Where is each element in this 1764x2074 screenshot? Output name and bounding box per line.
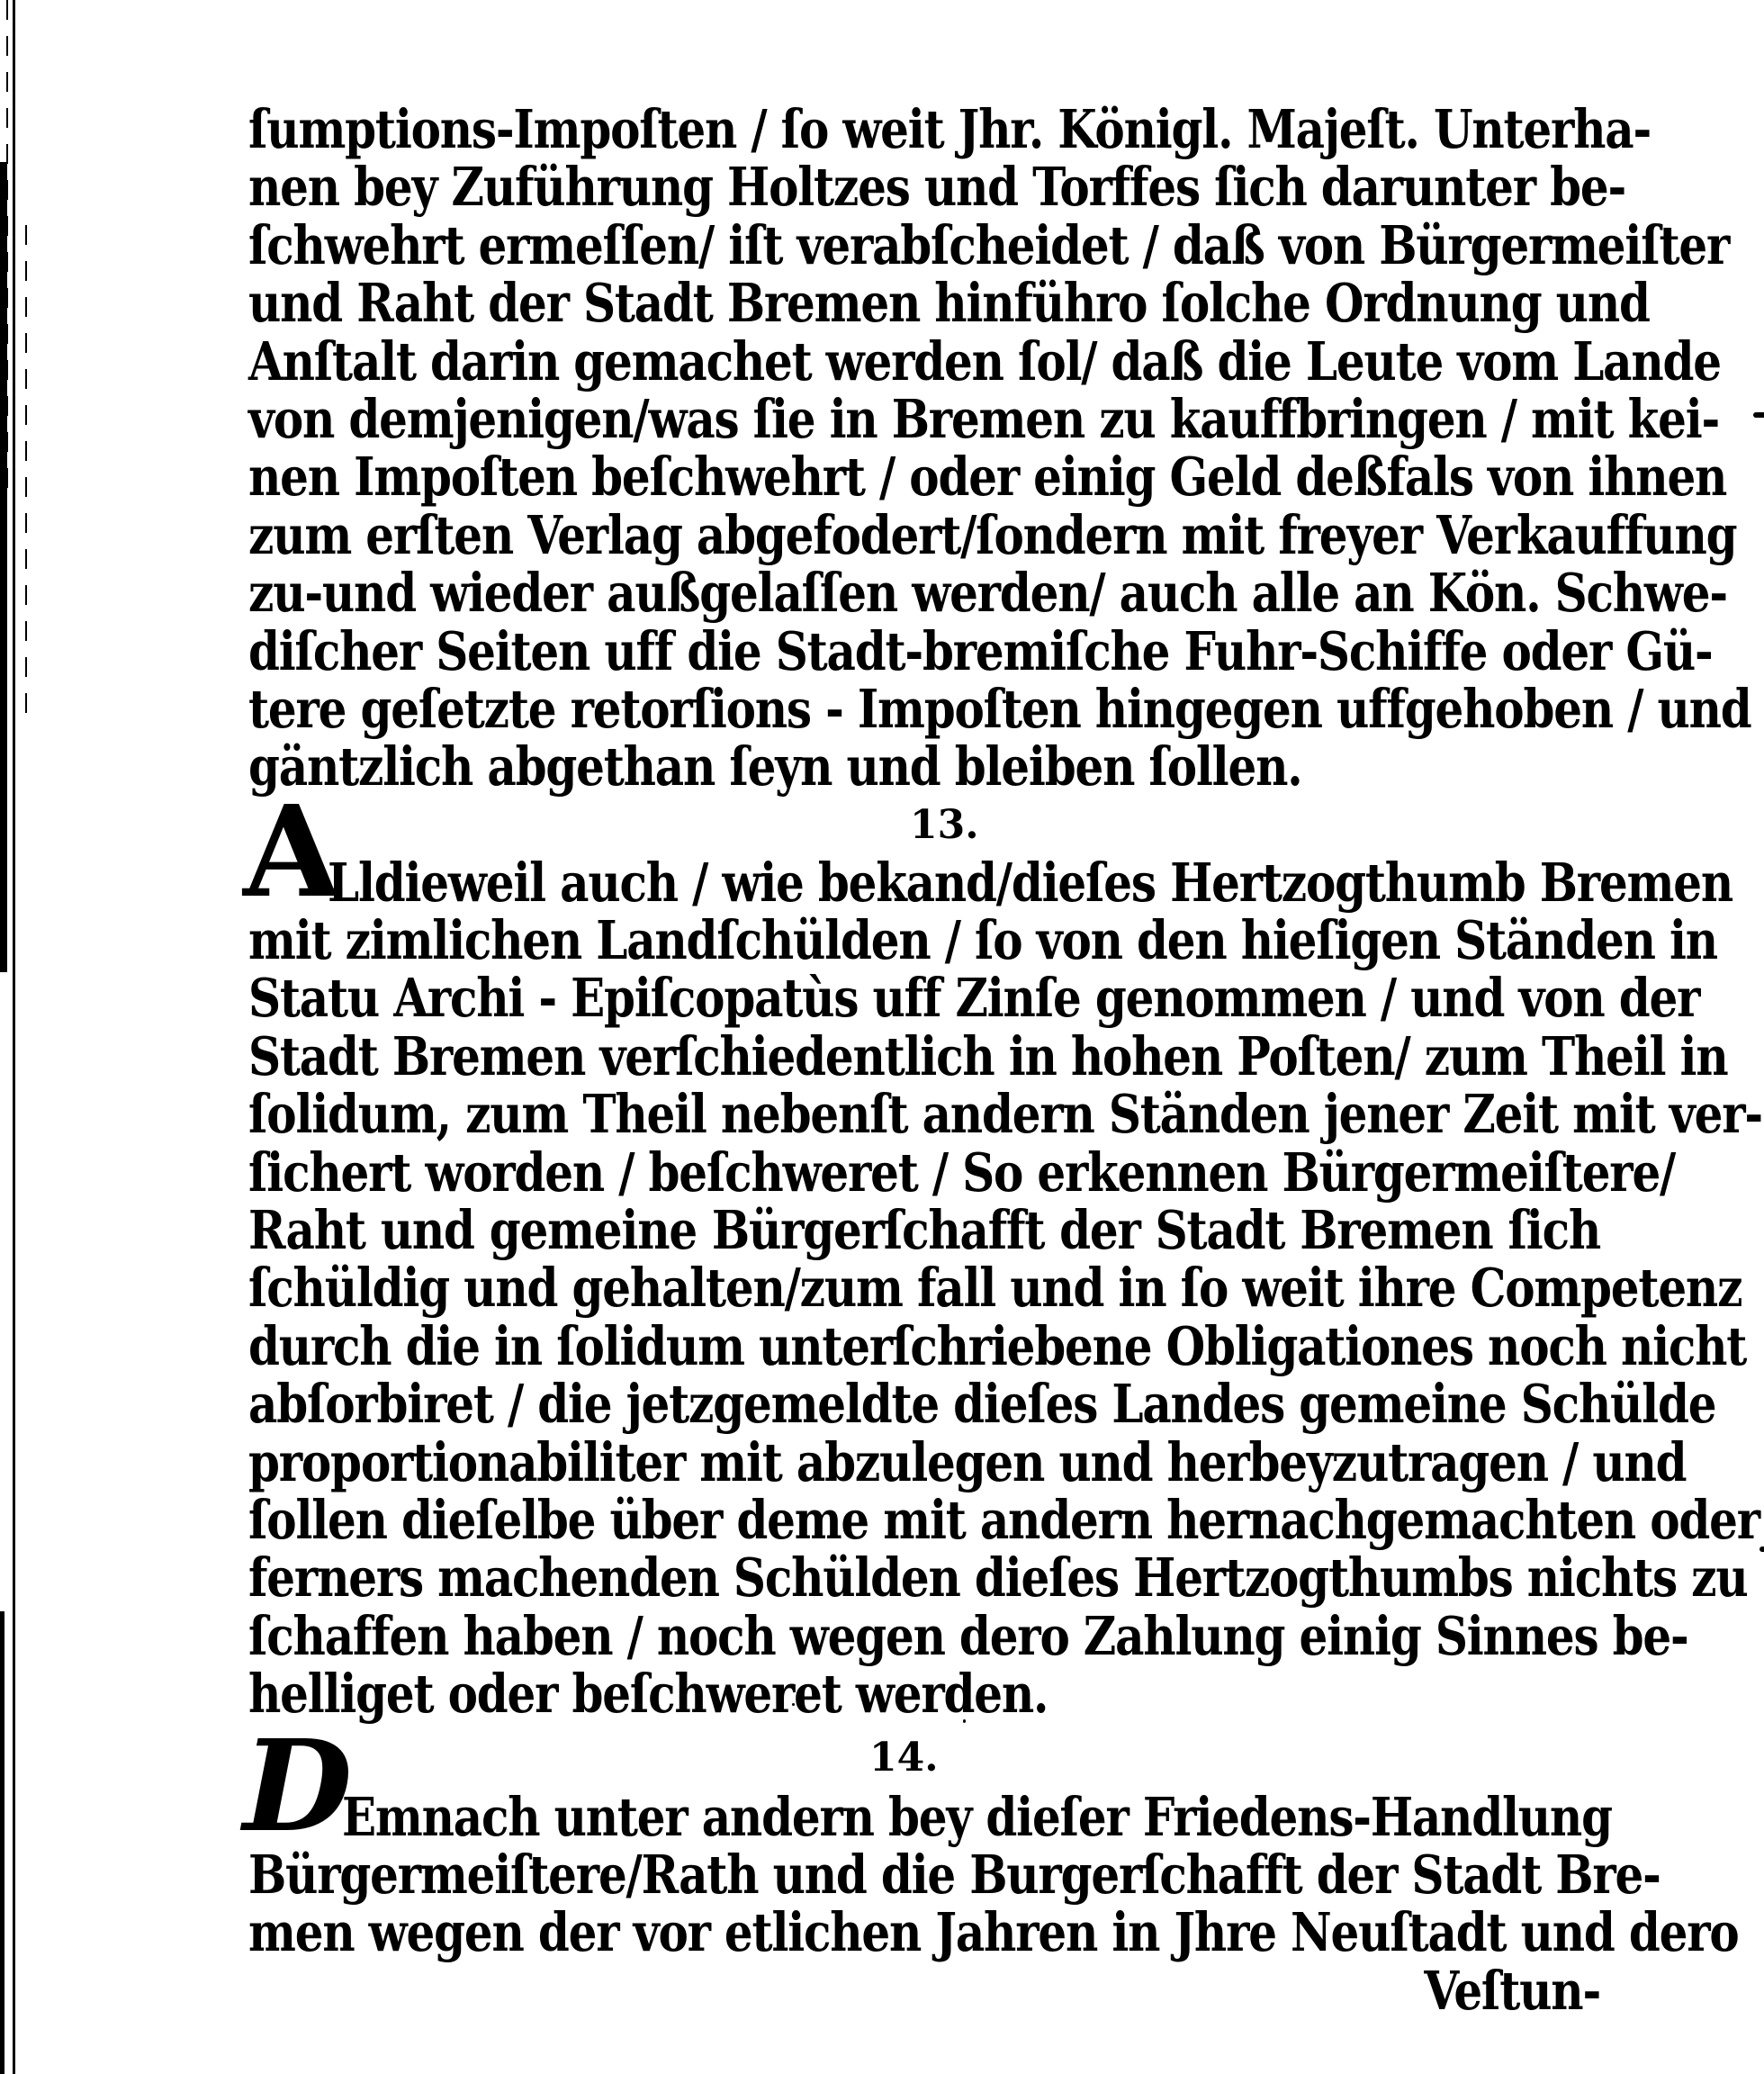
text-line: ſchwehrt ermeſſen/ iſt verabſcheidet / daß von Bürgermeiſter [248,213,1730,276]
text-line: und Raht der Stadt Bremen hinführo ſolche Ordnung und [248,271,1650,335]
drop-cap-initial: D [243,1712,353,1861]
section-14 [243,1712,1739,2022]
text-line: gäntzlich abgethan ſeyn und bleiben ſollen. [248,735,1302,798]
text-line: mit zimlichen Landſchülden / ſo von den hieſigen Ständen in [248,908,1717,972]
text-line: Anſtalt darin gemachet werden ſol/ daß die Leute vom Lande [248,329,1721,392]
binding-dashed-line-inner [25,225,27,729]
text-line: Stadt Bremen verſchiedentlich in hohen Poſten/ zum Theil in [248,1024,1728,1088]
document-page [243,97,1762,2022]
text-line: ſchüldig und gehalten/zum fall und in ſo weit ihre Competenz [248,1256,1742,1320]
text-line: tere geſetzte retorſions - Impoſten hingegen uffgehoben / und [248,677,1751,741]
text-line: Lldieweil auch / wie bekand/dieſes Hertzogthumb Bremen [328,851,1733,914]
text-line: men wegen der vor etlichen Jahren in Jhre Neuſtadt und dero [248,1900,1739,1964]
text-line: ſolidum, zum Theil nebenſt andern Ständen jener Zeit mit ver- [248,1082,1762,1146]
margin-mark [1760,1546,1764,1552]
text-line: abſorbiret / die jetzgemeldte dieſes Landes gemeine Schülde [248,1372,1716,1436]
catchword: Veſtun- [1424,1959,1600,2022]
text-line: Statu Archi - Epiſcopatùs uff Zinſe genommen / und von der [248,967,1700,1030]
margin-mark [1753,412,1764,418]
binding-dashed-line [6,0,8,504]
text-line: von demjenigen/was ſie in Bremen zu kauffbringen / mit kei- [248,387,1720,451]
text-line: zum erſten Verlag abgefodert/ſondern mit freyer Verkauffung [248,503,1737,566]
text-line: helliget oder beſchweret werden. [248,1662,1048,1726]
section-number: 14. [869,1734,939,1781]
text-line: diſcher Seiten uff die Stadt-bremiſche Fuhr-Schiffe oder Gü- [248,619,1713,682]
section-13 [243,778,1762,1726]
section-heading [248,1724,1600,1789]
text-line: ſollen dieſelbe über deme mit andern hernachgemachten oder [248,1488,1760,1552]
section-heading [248,797,1600,854]
text-line: ferners machenden Schülden dieſes Hertzogthumbs nichts zu [248,1546,1748,1610]
text-line: zu-und wieder außgelaſſen werden/ auch alle an Kön. Schwe- [248,561,1727,625]
drop-cap-initial: A [243,778,341,926]
text-line: ſchaffen haben / noch wegen dero Zahlung einig Sinnes be- [248,1604,1688,1667]
text-line: nen bey Zuführung Holtzes und Torffes ſich darunter be- [248,155,1625,219]
text-line: durch die in ſolidum unterſchriebene Obligationes noch nicht [248,1314,1747,1377]
paragraph-12-continued [248,97,1751,798]
section-number: 13. [910,801,979,848]
text-line: ſumptions-Impoſten / ſo weit Jhr. Königl. Majeſt. Unterha- [248,97,1652,161]
text-line: nen Impoſten beſchwehrt / oder einig Geld deßfals von ihnen [248,445,1727,509]
text-line: proportionabiliter mit abzulegen und herbeyzutragen / und [248,1430,1687,1493]
text-line: Bürgermeiſtere/Rath und die Burgerſchafft der Stadt Bre- [248,1843,1660,1907]
binding-edge-line [13,0,15,2074]
text-line: ſichert worden / beſchweret / So erkennen Bürgermeiſtere/ [248,1141,1676,1204]
binding-shadow-lower [0,1611,4,2074]
text-line: Raht und gemeine Bürgerſchafft der Stadt Bremen ſich [248,1198,1600,1262]
binding-dashed-line-lower [13,1350,14,1530]
text-line: Emnach unter andern bey dieſer Friedens-Handlung [342,1785,1612,1848]
